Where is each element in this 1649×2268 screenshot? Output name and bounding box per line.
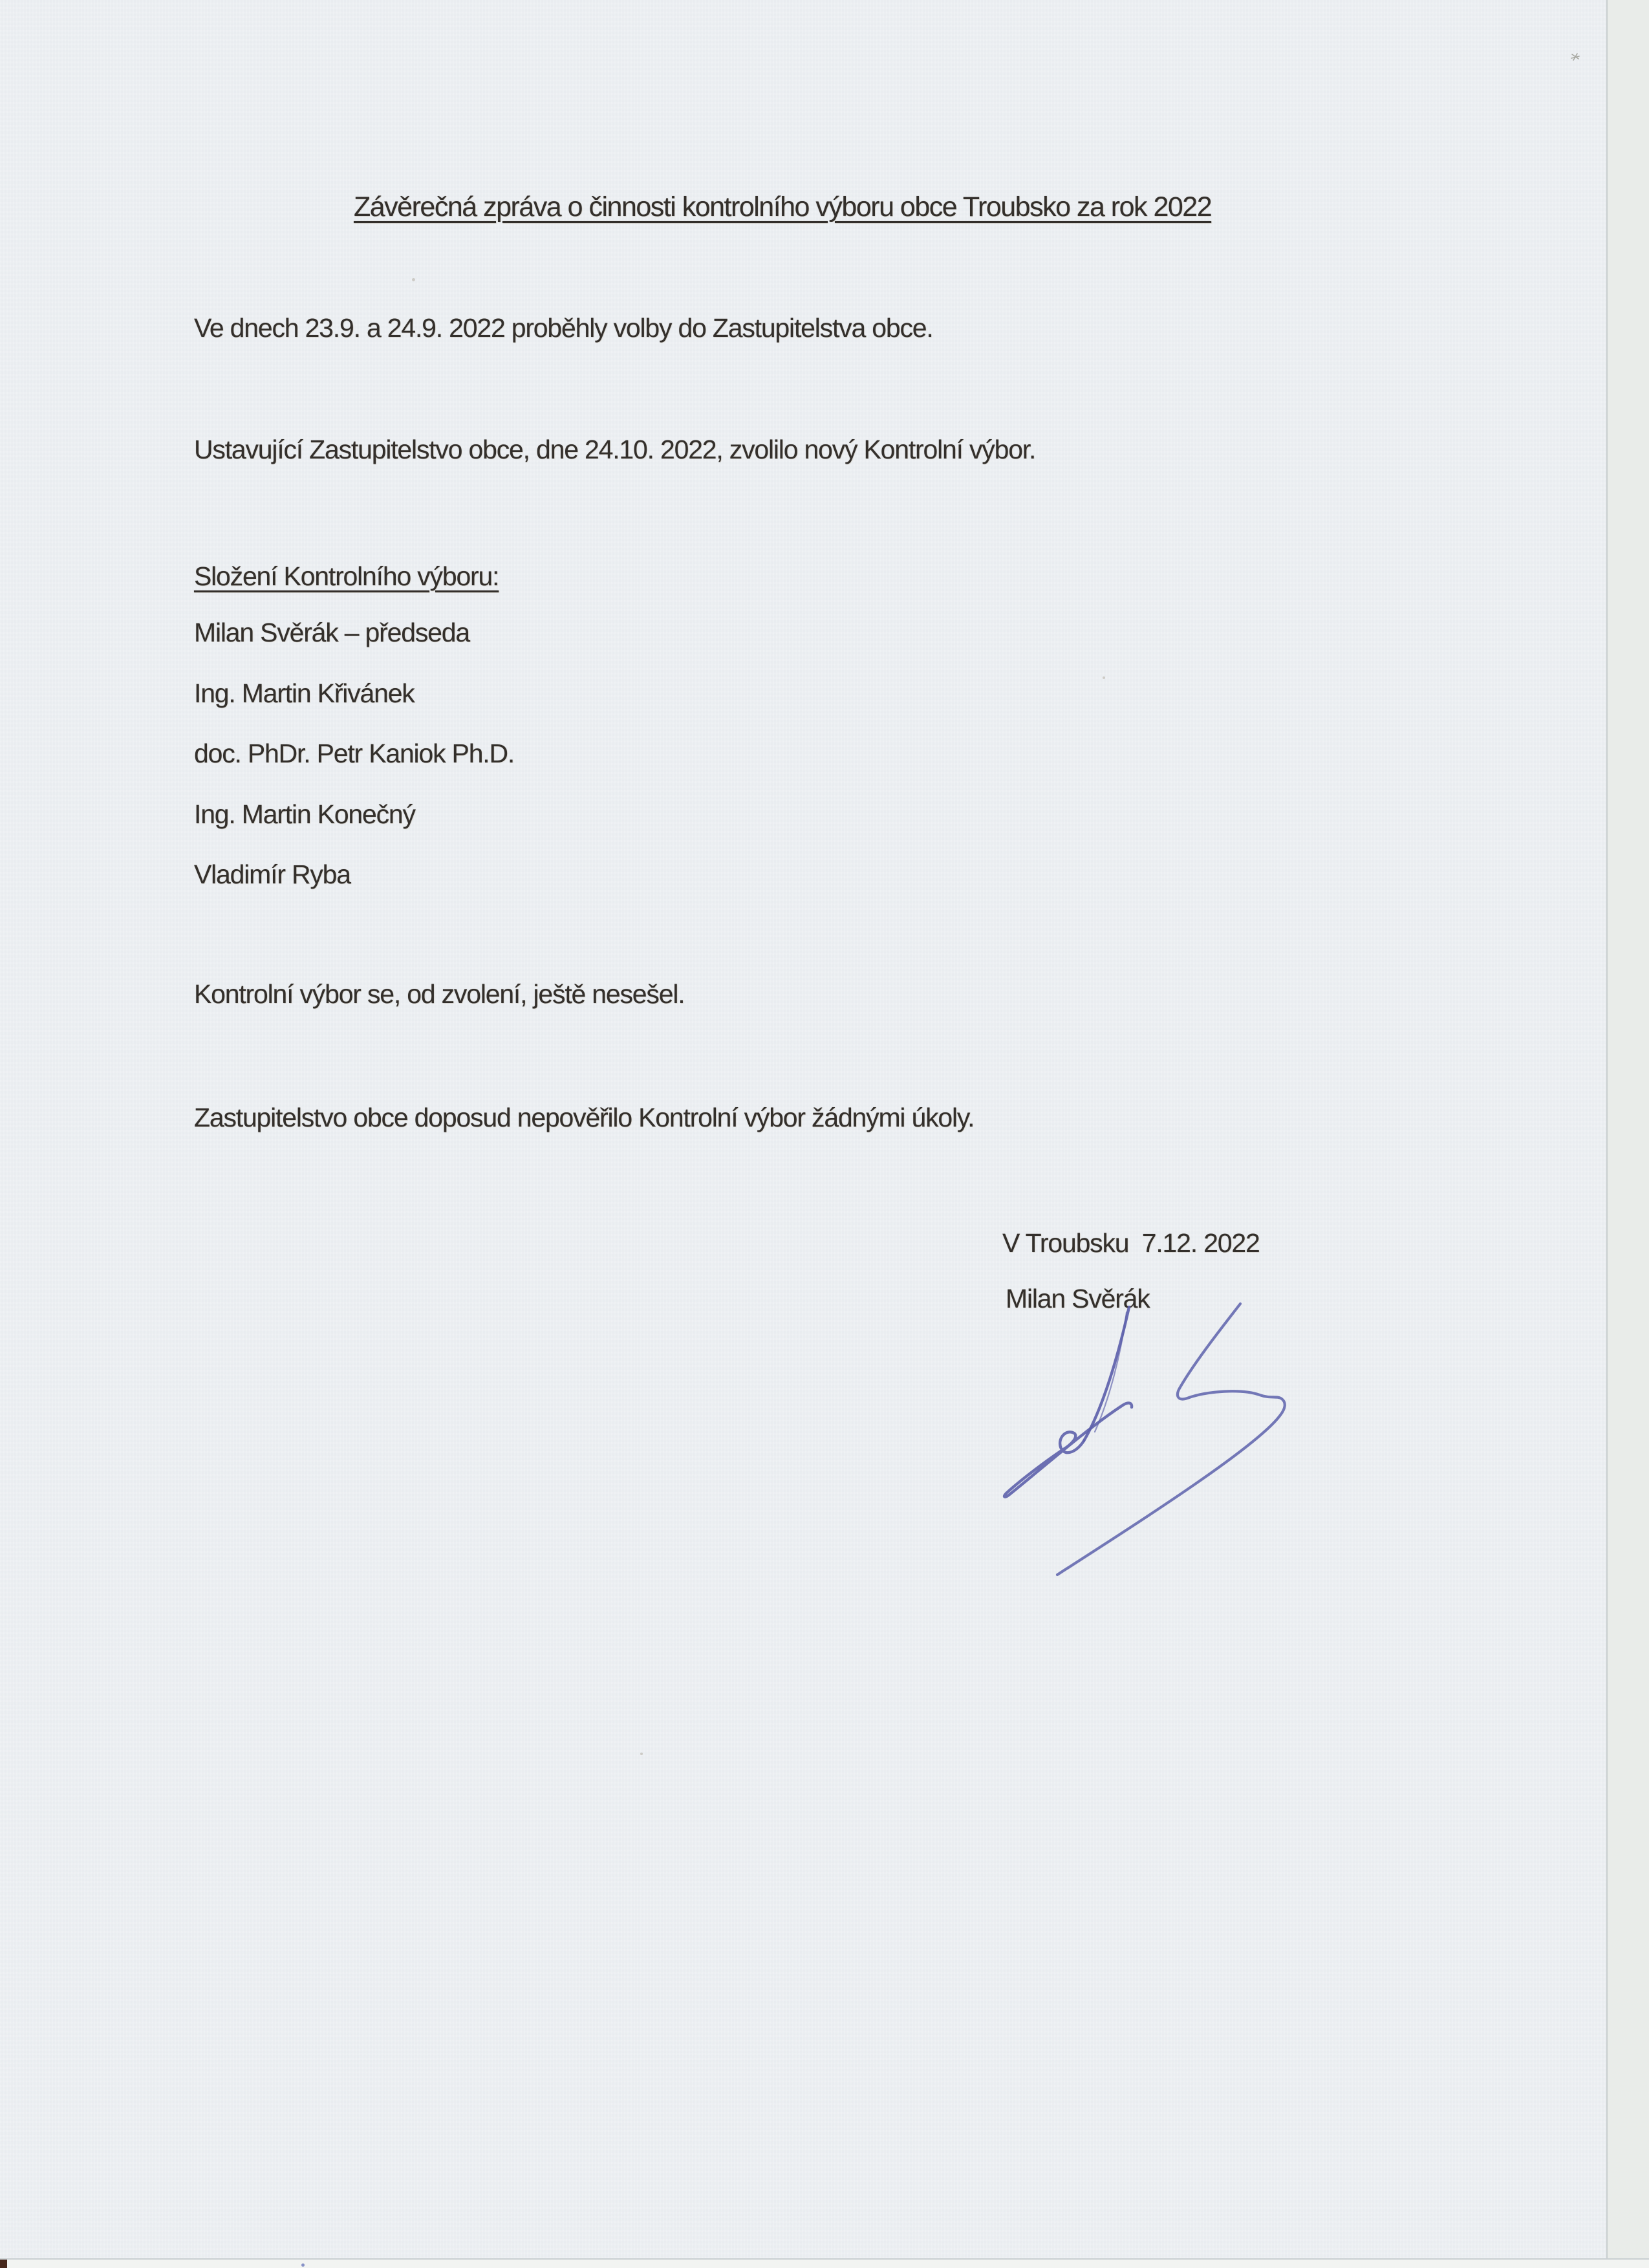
paragraph-no-tasks: Zastupitelstvo obce doposud nepověřilo Kontrolní výbor žádnými úkoly. xyxy=(194,1103,975,1132)
paragraph-new-committee: Ustavující Zastupitelstvo obce, dne 24.10. 2022, zvolilo nový Kontrolní výbor. xyxy=(194,435,1036,464)
composition-heading: Složení Kontrolního výboru: xyxy=(194,561,499,591)
member-item: Ing. Martin Křivánek xyxy=(194,678,415,708)
scan-speck xyxy=(412,278,415,281)
signatory-name: Milan Svěrák xyxy=(1006,1284,1150,1313)
place-and-date: V Troubsku 7.12. 2022 xyxy=(1002,1228,1260,1258)
member-item-chairman: Milan Svěrák – předseda xyxy=(194,618,469,647)
member-item: Vladimír Ryba xyxy=(194,859,350,889)
document-title: Závěrečná zpráva o činnosti kontrolního výboru obce Troubsko za rok 2022 xyxy=(354,191,1212,222)
scanner-bottom-strip xyxy=(0,2258,1649,2268)
scan-speck xyxy=(640,1753,643,1755)
handwritten-signature-icon xyxy=(970,1290,1306,1588)
scan-corner-mark xyxy=(0,2260,7,2268)
paragraph-elections: Ve dnech 23.9. a 24.9. 2022 proběhly volby do Zastupitelstva obce. xyxy=(194,313,933,343)
scan-speck xyxy=(1103,676,1105,679)
scan-speck xyxy=(301,2263,305,2267)
member-item: doc. PhDr. Petr Kaniok Ph.D. xyxy=(194,739,515,768)
scanner-edge-strip xyxy=(1606,0,1649,2268)
paragraph-no-meeting: Kontrolní výbor se, od zvolení, ještě nesešel. xyxy=(194,979,685,1009)
member-item: Ing. Martin Konečný xyxy=(194,799,415,829)
scan-speck xyxy=(1570,52,1580,62)
